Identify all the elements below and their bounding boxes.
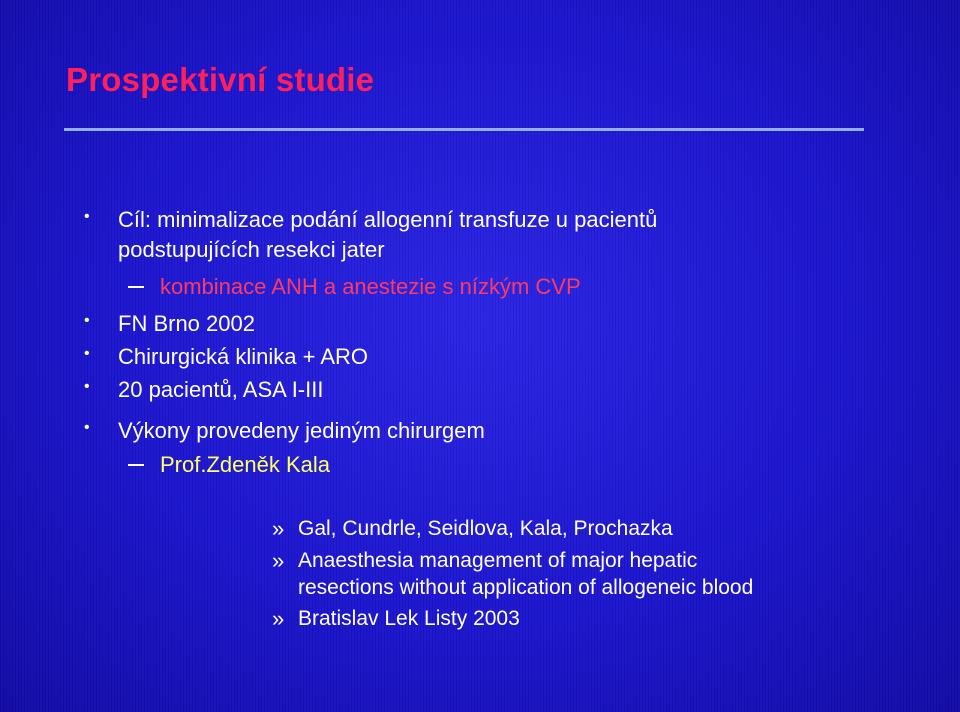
sub-bullet-dash [128, 464, 144, 466]
bullet-dot: • [84, 312, 90, 329]
reference-marker: » [272, 516, 285, 541]
goal-text-line2: podstupujících resekci jater [118, 237, 385, 262]
goal-text-line1: Cíl: minimalizace podání allogenní transfuze u pacientů [118, 207, 658, 232]
surgeon-text: Výkony provedeny jediným chirurgem [118, 418, 485, 443]
reference-title-line2: resections without application of allogeneic blood [298, 576, 754, 599]
slide-title: Prospektivní studie [66, 61, 375, 98]
patients-text: 20 pacientů, ASA I-III [118, 377, 324, 402]
method-text: kombinace ANH a anestezie s nízkým CVP [160, 274, 581, 299]
title-divider [64, 128, 864, 131]
location-text: FN Brno 2002 [118, 311, 255, 336]
reference-marker: » [272, 548, 285, 573]
reference-marker: » [272, 606, 285, 631]
bullet-dot: • [84, 419, 90, 436]
bullet-dot: • [84, 345, 90, 362]
bullet-dot: • [84, 378, 90, 395]
sub-bullet-dash [128, 286, 144, 288]
surgeon-name: Prof.Zdeněk Kala [160, 452, 330, 477]
bullet-dot: • [84, 208, 90, 225]
clinic-text: Chirurgická klinika + ARO [118, 344, 369, 369]
reference-journal: Bratislav Lek Listy 2003 [298, 607, 520, 630]
reference-authors: Gal, Cundrle, Seidlova, Kala, Prochazka [298, 517, 673, 540]
reference-title-line1: Anaesthesia management of major hepatic [298, 549, 698, 572]
